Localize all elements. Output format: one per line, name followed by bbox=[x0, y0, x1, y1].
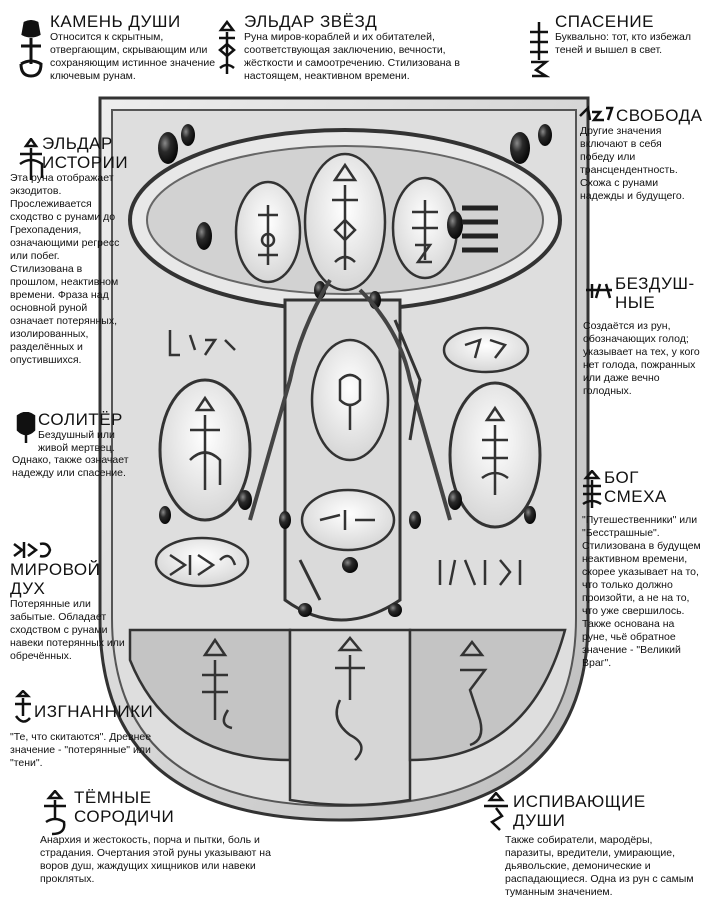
entry-text: "Те, что скитаются". Древнее значение - "потерянные" или "тени". bbox=[10, 731, 152, 769]
gem bbox=[388, 603, 402, 617]
entry-title-line2: ИСТОРИИ bbox=[42, 153, 129, 172]
entry-title-line2: НЫЕ bbox=[615, 293, 656, 312]
entry-title: СОЛИТЁР bbox=[38, 410, 123, 429]
entry-title-line2: ДУШИ bbox=[513, 811, 566, 830]
entry-title: ЭЛЬДАР ЗВЁЗД bbox=[244, 12, 378, 31]
entry-text: Анархия и жестокость, порча и пытки, боль и страдания. Очертания этой руны указывают на воров душ, жаждущих хищников или навеки проклятых. bbox=[40, 834, 271, 885]
entry-title-line1: БЕЗДУШ- bbox=[615, 274, 695, 293]
right-small-oval bbox=[444, 328, 528, 372]
entry-history-eldar bbox=[10, 134, 129, 367]
entry-title-line1: ЭЛЬДАР bbox=[42, 134, 113, 153]
entry-laughing-god bbox=[582, 468, 702, 670]
entry-title: СПАСЕНИЕ bbox=[555, 12, 654, 31]
entry-title-line1: ИСПИВАЮЩИЕ bbox=[513, 792, 646, 811]
entry-text: Также собиратели, мародёры, паразиты, вредители, умирающие, дьявольские, демонические и распадающиеся. Одна из рун с самым туманным значением. bbox=[505, 834, 694, 898]
gem bbox=[448, 490, 462, 510]
gem bbox=[159, 506, 171, 524]
entry-world-spirit bbox=[10, 560, 128, 663]
entry-text: Другие значения включают в себя победу или трансцендентность. Схожа с рунами надежды и будущего. bbox=[580, 125, 685, 202]
entry-title: СВОБОДА bbox=[616, 106, 703, 125]
entry-star-eldar bbox=[244, 12, 484, 83]
entry-text: Эта руна отображает экзодитов. Прослеживается сходство с рунами до Грехопадения, означающими регресс или побег. Стилизована в прошлом, неактивном времени. Фраза над основной руной означает потерянных, изолированных, разделённых и опустившихся. bbox=[10, 172, 120, 366]
salvation-rune-icon bbox=[528, 20, 550, 78]
entry-text-inline: Бездушный или живой мертвец. bbox=[38, 429, 115, 454]
entry-solitaire bbox=[38, 410, 130, 455]
gem bbox=[510, 132, 530, 164]
entry-dark-kin bbox=[40, 788, 280, 886]
entry-text: Относится к скрытным, отвергающим, скрывающим или сохраняющим истинное значение ключевым рунам. bbox=[50, 31, 216, 82]
entry-title-line2: СОРОДИЧИ bbox=[74, 807, 175, 826]
entry-freedom bbox=[580, 106, 703, 203]
gem bbox=[279, 511, 291, 529]
entry-soulless bbox=[583, 274, 701, 398]
gem bbox=[409, 511, 421, 529]
gem bbox=[524, 506, 536, 524]
gem bbox=[538, 124, 552, 146]
entry-text: Буквально: тот, кто избежал теней и вышел в свет. bbox=[555, 31, 691, 56]
entry-text: Потерянные или забытые. Обладает сходством с рунами навеки потерянных или обречённых. bbox=[10, 598, 125, 662]
entry-title-line1: БОГ bbox=[604, 468, 639, 487]
gem bbox=[158, 132, 178, 164]
entry-solitaire-continued bbox=[12, 454, 130, 480]
gem bbox=[298, 603, 312, 617]
entry-text: "Путешественники" или "Бесстрашные". Стилизована в будущем неактивном времени, скорее указывает на то, что только должно произойти, а не на то, что уже свершилось. Также основана на руне, чьё обратное значение - "Великий Враг". bbox=[582, 514, 701, 669]
gem bbox=[238, 490, 252, 510]
entry-title-line2: ДУХ bbox=[10, 579, 46, 598]
entry-title: КАМЕНЬ ДУШИ bbox=[50, 12, 181, 31]
lower-center-oval bbox=[302, 490, 394, 550]
entry-title-line1: МИРОВОЙ bbox=[10, 560, 101, 579]
gem bbox=[181, 124, 195, 146]
entry-salvation bbox=[555, 12, 695, 57]
entry-text: Руна миров-кораблей и их обитателей, соответствующая заключению, вечности, жёсткости и самоотречению. Стилизована в настоящем, неактивном времени. bbox=[244, 31, 460, 82]
solitaire-rune-icon bbox=[14, 412, 38, 444]
entry-text: Создаётся из рун, обозначающих голод; указывает на тех, у кого нет голода, пожранных или даже вечно голодных. bbox=[583, 320, 700, 397]
world-spirit-rune-icon bbox=[12, 540, 52, 560]
entry-title-line2: СМЕХА bbox=[604, 487, 667, 506]
gem bbox=[342, 557, 358, 573]
gem bbox=[447, 211, 463, 239]
center-oval bbox=[312, 340, 388, 460]
entry-title-line1: ТЁМНЫЕ bbox=[74, 788, 152, 807]
entry-soul-drinkers bbox=[505, 792, 701, 899]
star-eldar-rune-icon bbox=[216, 20, 238, 76]
entry-soulstone bbox=[50, 12, 220, 83]
entry-text: Однако, также означает надежду или спасение. bbox=[12, 454, 129, 479]
entry-title: ИЗГНАННИКИ bbox=[34, 702, 154, 721]
soulstone-rune-icon bbox=[16, 20, 46, 78]
gem bbox=[196, 222, 212, 250]
entry-exiles bbox=[10, 702, 170, 770]
